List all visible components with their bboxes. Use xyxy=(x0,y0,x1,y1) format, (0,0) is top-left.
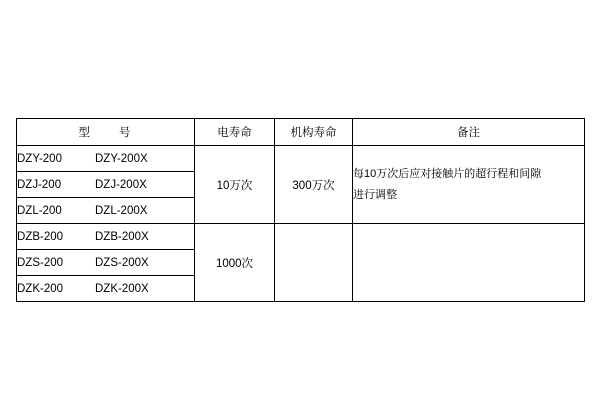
model-cell xyxy=(17,276,195,302)
model-code-secondary: DZJ-200X xyxy=(95,178,147,191)
column-header-remark: 备注 xyxy=(353,119,585,146)
table-row xyxy=(17,224,585,250)
remark-empty-cell xyxy=(353,224,585,302)
mechanical-life-value: 300万次 xyxy=(275,146,353,224)
specification-table xyxy=(16,118,585,302)
electrical-life-value-2: 1000次 xyxy=(195,224,275,302)
model-code-primary: DZJ-200 xyxy=(17,178,62,191)
model-cell xyxy=(17,146,195,172)
model-code-secondary: DZB-200X xyxy=(95,230,149,243)
column-header-electrical-life: 电寿命 xyxy=(195,119,275,146)
column-header-mechanical-life: 机构寿命 xyxy=(275,119,353,146)
model-code-primary: DZK-200 xyxy=(17,282,64,295)
column-header-model xyxy=(17,119,195,146)
mechanical-life-empty-cell xyxy=(275,224,353,302)
model-cell xyxy=(17,224,195,250)
column-header-model-label: 型 号 xyxy=(78,127,133,139)
remark-cell xyxy=(353,146,585,224)
remark-line-1: 每10万次后应对接触片的超行程和间隙 xyxy=(353,167,542,180)
table-header-row xyxy=(17,119,585,146)
model-code-primary: DZS-200 xyxy=(17,256,64,269)
model-code-primary: DZY-200 xyxy=(17,152,62,165)
remark-line-2: 进行调整 xyxy=(353,188,397,201)
model-code-secondary: DZY-200X xyxy=(95,152,148,165)
electrical-life-value-1: 10万次 xyxy=(195,146,275,224)
model-cell xyxy=(17,198,195,224)
model-cell xyxy=(17,250,195,276)
model-code-secondary: DZS-200X xyxy=(95,256,149,269)
model-code-secondary: DZL-200X xyxy=(95,204,148,217)
model-code-secondary: DZK-200X xyxy=(95,282,149,295)
model-code-primary: DZL-200 xyxy=(17,204,62,217)
table-row xyxy=(17,146,585,172)
model-cell xyxy=(17,172,195,198)
model-code-primary: DZB-200 xyxy=(17,230,64,243)
